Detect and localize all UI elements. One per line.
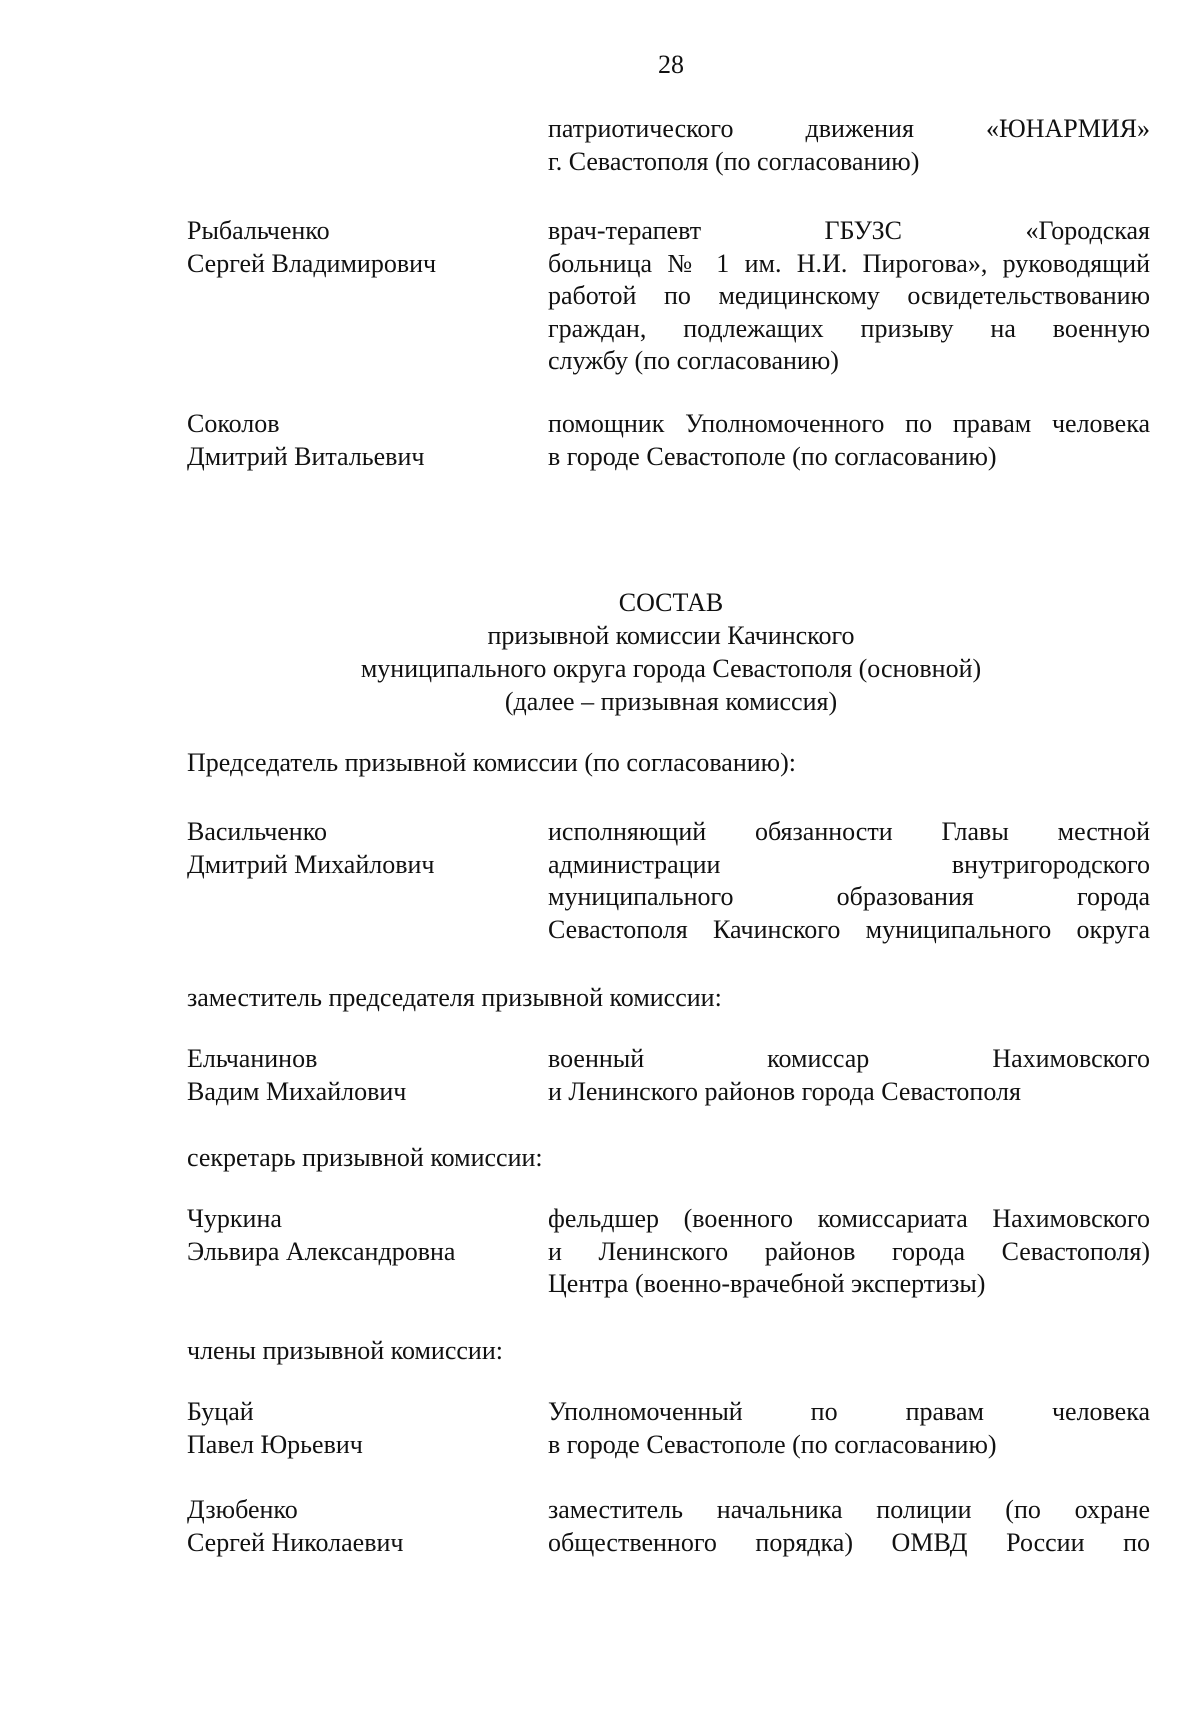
position-line: заместитель начальника полиции (по охране [548,1495,1150,1524]
position-line: общественного порядка) ОМВД России по [548,1527,1150,1557]
secretary-name [187,1203,517,1268]
position-line: работой по медицинскому освидетельствованию [548,281,1150,310]
member-given-names: Вадим Михайлович [187,1076,407,1106]
position-line: службу (по согласованию) [548,346,839,375]
member-name [187,1494,517,1559]
member-surname: Соколов [187,409,280,438]
member-surname: Васильченко [187,817,328,846]
members-label: члены призывной комиссии: [187,1336,503,1365]
member-given-names: Дмитрий Михайлович [187,849,435,879]
member-surname: Рыбальченко [187,216,330,245]
position-line: больница № 1 им. Н.И. Пирогова», руководящий [548,248,1150,278]
position-line: граждан, подлежащих призыву на военную [548,313,1150,343]
position-line: в городе Севастополе (по согласованию) [548,441,997,471]
continuation-text [548,113,1150,178]
member-given-names: Павел Юрьевич [187,1429,363,1459]
member-position [548,215,1150,378]
member-given-names: Эльвира Александровна [187,1236,456,1266]
member-position [548,1396,1150,1461]
deputy-label: заместитель председателя призывной комиссии: [187,983,722,1012]
member-surname: Ельчанинов [187,1044,318,1073]
position-line: фельдшер (военного комиссариата Нахимовского [548,1204,1150,1233]
position-line: исполняющий обязанности Главы местной [548,817,1150,846]
member-given-names: Сергей Владимирович [187,248,437,278]
position-line: врач-терапевт ГБУЗС «Городская [548,216,1150,245]
member-name [187,1396,517,1461]
position-line: муниципального образования города [548,882,1150,911]
member-position [548,408,1150,473]
member-surname: Чуркина [187,1204,282,1233]
heading-title: СОСТАВ [618,588,724,617]
deputy-position [548,1043,1150,1108]
section-heading [0,586,1200,718]
heading-line-3: (далее – призывная комиссия) [504,687,838,716]
member-position [548,1494,1150,1559]
member-surname: Буцай [187,1397,254,1426]
position-line: Центра (военно-врачебной экспертизы) [548,1269,986,1298]
position-line: в городе Севастополе (по согласованию) [548,1429,997,1459]
chairman-label: Председатель призывной комиссии (по согласованию): [187,748,796,777]
heading-line-2: муниципального округа города Севастополя (основной) [360,654,982,683]
secretary-label: секретарь призывной комиссии: [187,1143,543,1172]
continuation-line-1: патриотического движения «ЮНАРМИЯ» [548,114,1150,143]
position-line: Севастополя Качинского муниципального округа [548,914,1150,944]
member-surname: Дзюбенко [187,1495,298,1524]
page-number: 28 [658,50,684,79]
continuation-line-2: г. Севастополя (по согласованию) [548,146,920,176]
member-name [187,215,517,280]
secretary-position [548,1203,1150,1301]
position-line: военный комиссар Нахимовского [548,1044,1150,1073]
chairman-name [187,816,517,881]
position-line: помощник Уполномоченного по правам человека [548,409,1150,438]
member-name [187,408,517,473]
deputy-name [187,1043,517,1108]
member-given-names: Дмитрий Витальевич [187,441,425,471]
heading-line-1: призывной комиссии Качинского [487,621,855,650]
position-line: и Ленинского районов города Севастополя) [548,1236,1150,1266]
position-line: администрации внутригородского [548,849,1150,879]
member-given-names: Сергей Николаевич [187,1527,404,1557]
position-line: Уполномоченный по правам человека [548,1397,1150,1426]
position-line: и Ленинского районов города Севастополя [548,1076,1021,1106]
chairman-position [548,816,1150,946]
